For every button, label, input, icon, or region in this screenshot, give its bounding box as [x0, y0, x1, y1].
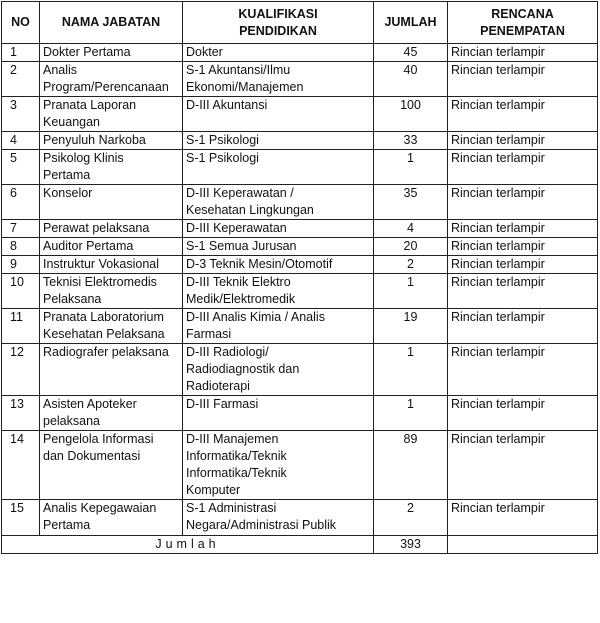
table-row: [2, 309, 598, 344]
table-body: [2, 44, 598, 536]
row-nama-jabatan: Konselor: [40, 185, 183, 220]
row-nama-jabatan: Asisten Apoteker pelaksana: [40, 396, 183, 431]
row-kualifikasi-pendidikan: D-III Farmasi: [183, 396, 374, 431]
table-row: [2, 150, 598, 185]
table-row: [2, 500, 598, 536]
row-rencana-penempatan: Rincian terlampir: [448, 150, 598, 185]
table-row: [2, 274, 598, 309]
row-nama-jabatan: Teknisi Elektromedis Pelaksana: [40, 274, 183, 309]
row-rencana-penempatan: Rincian terlampir: [448, 220, 598, 238]
row-rencana-penempatan: Rincian terlampir: [448, 44, 598, 62]
row-rencana-penempatan: Rincian terlampir: [448, 309, 598, 344]
row-kualifikasi-pendidikan: D-III Manajemen Informatika/Teknik Informatika/Teknik Komputer: [183, 431, 374, 500]
row-nama-jabatan: Instruktur Vokasional: [40, 256, 183, 274]
formasi-table-container: [1, 1, 597, 554]
row-no: 2: [2, 62, 40, 97]
table-row: [2, 256, 598, 274]
row-rencana-penempatan: Rincian terlampir: [448, 344, 598, 396]
table-row: [2, 62, 598, 97]
table-row: [2, 44, 598, 62]
row-no: 9: [2, 256, 40, 274]
row-no: 1: [2, 44, 40, 62]
row-nama-jabatan: Dokter Pertama: [40, 44, 183, 62]
row-no: 7: [2, 220, 40, 238]
table-row: [2, 396, 598, 431]
row-jumlah: 1: [374, 274, 448, 309]
row-jumlah: 1: [374, 396, 448, 431]
row-kualifikasi-pendidikan: Dokter: [183, 44, 374, 62]
row-no: 10: [2, 274, 40, 309]
row-kualifikasi-pendidikan: D-III Keperawatan: [183, 220, 374, 238]
header-no: NO: [2, 2, 40, 44]
row-kualifikasi-pendidikan: S-1 Semua Jurusan: [183, 238, 374, 256]
row-rencana-penempatan: Rincian terlampir: [448, 97, 598, 132]
row-nama-jabatan: Radiografer pelaksana: [40, 344, 183, 396]
header-row: [2, 2, 598, 44]
total-label: Jumlah: [2, 536, 374, 554]
row-kualifikasi-pendidikan: D-III Radiologi/ Radiodiagnostik dan Radioterapi: [183, 344, 374, 396]
row-kualifikasi-pendidikan: D-III Akuntansi: [183, 97, 374, 132]
table-row: [2, 344, 598, 396]
row-jumlah: 1: [374, 150, 448, 185]
row-kualifikasi-pendidikan: S-1 Psikologi: [183, 132, 374, 150]
row-jumlah: 45: [374, 44, 448, 62]
row-kualifikasi-pendidikan: S-1 Akuntansi/Ilmu Ekonomi/Manajemen: [183, 62, 374, 97]
table-row: [2, 238, 598, 256]
row-kualifikasi-pendidikan: D-III Keperawatan / Kesehatan Lingkungan: [183, 185, 374, 220]
row-nama-jabatan: Auditor Pertama: [40, 238, 183, 256]
row-no: 11: [2, 309, 40, 344]
row-rencana-penempatan: Rincian terlampir: [448, 132, 598, 150]
header-kualifikasi-pendidikan: KUALIFIKASI PENDIDIKAN: [183, 2, 374, 44]
row-rencana-penempatan: Rincian terlampir: [448, 62, 598, 97]
header-jumlah: JUMLAH: [374, 2, 448, 44]
row-rencana-penempatan: Rincian terlampir: [448, 431, 598, 500]
row-no: 12: [2, 344, 40, 396]
row-kualifikasi-pendidikan: D-3 Teknik Mesin/Otomotif: [183, 256, 374, 274]
row-rencana-penempatan: Rincian terlampir: [448, 238, 598, 256]
row-nama-jabatan: Penyuluh Narkoba: [40, 132, 183, 150]
row-kualifikasi-pendidikan: S-1 Psikologi: [183, 150, 374, 185]
row-jumlah: 2: [374, 500, 448, 536]
row-no: 4: [2, 132, 40, 150]
row-nama-jabatan: Pranata Laboratorium Kesehatan Pelaksana: [40, 309, 183, 344]
table-row: [2, 220, 598, 238]
row-no: 3: [2, 97, 40, 132]
row-jumlah: 100: [374, 97, 448, 132]
row-nama-jabatan: Pengelola Informasi dan Dokumentasi: [40, 431, 183, 500]
row-jumlah: 33: [374, 132, 448, 150]
row-rencana-penempatan: Rincian terlampir: [448, 185, 598, 220]
table-row: [2, 431, 598, 500]
row-kualifikasi-pendidikan: D-III Analis Kimia / Analis Farmasi: [183, 309, 374, 344]
row-nama-jabatan: Pranata Laporan Keuangan: [40, 97, 183, 132]
row-rencana-penempatan: Rincian terlampir: [448, 256, 598, 274]
row-nama-jabatan: Psikolog Klinis Pertama: [40, 150, 183, 185]
total-row: [2, 536, 598, 554]
row-rencana-penempatan: Rincian terlampir: [448, 396, 598, 431]
row-no: 5: [2, 150, 40, 185]
row-no: 13: [2, 396, 40, 431]
row-nama-jabatan: Perawat pelaksana: [40, 220, 183, 238]
header-rencana-penempatan: RENCANA PENEMPATAN: [448, 2, 598, 44]
row-no: 15: [2, 500, 40, 536]
row-jumlah: 20: [374, 238, 448, 256]
row-jumlah: 2: [374, 256, 448, 274]
formasi-table: [1, 1, 598, 554]
row-nama-jabatan: Analis Program/Perencanaan: [40, 62, 183, 97]
row-kualifikasi-pendidikan: S-1 Administrasi Negara/Administrasi Publik: [183, 500, 374, 536]
row-rencana-penempatan: Rincian terlampir: [448, 274, 598, 309]
row-nama-jabatan: Analis Kepegawaian Pertama: [40, 500, 183, 536]
row-jumlah: 19: [374, 309, 448, 344]
row-rencana-penempatan: Rincian terlampir: [448, 500, 598, 536]
total-empty-cell: [448, 536, 598, 554]
header-nama-jabatan: NAMA JABATAN: [40, 2, 183, 44]
row-no: 14: [2, 431, 40, 500]
table-row: [2, 97, 598, 132]
row-kualifikasi-pendidikan: D-III Teknik Elektro Medik/Elektromedik: [183, 274, 374, 309]
table-row: [2, 185, 598, 220]
table-row: [2, 132, 598, 150]
row-jumlah: 89: [374, 431, 448, 500]
row-jumlah: 1: [374, 344, 448, 396]
total-value: 393: [374, 536, 448, 554]
row-jumlah: 40: [374, 62, 448, 97]
row-no: 8: [2, 238, 40, 256]
row-no: 6: [2, 185, 40, 220]
row-jumlah: 35: [374, 185, 448, 220]
row-jumlah: 4: [374, 220, 448, 238]
